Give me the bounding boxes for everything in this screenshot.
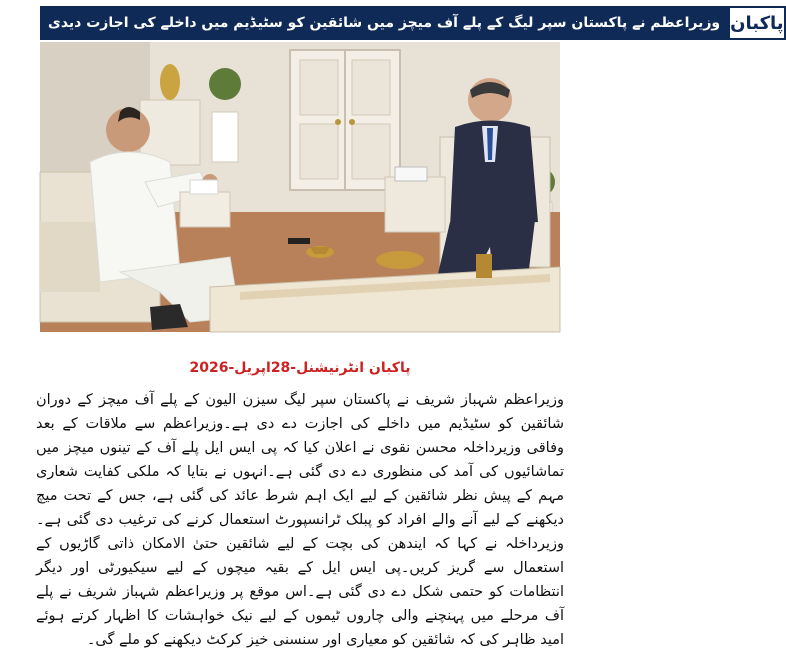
headline-title: وزیراعظم نے پاکستان سپر لیگ کے پلے آف میچز میں شائقین کو سٹیڈیم میں داخلے کی اجازت دیدی bbox=[40, 6, 728, 40]
door-panel bbox=[300, 60, 338, 115]
meeting-photo-illustration bbox=[40, 42, 560, 332]
brand-logo: پاکبان bbox=[728, 6, 785, 40]
article-body: وزیراعظم شہباز شریف نے پاکستان سپر لیگ سیزن الیون کے پلے آف میچز کے دوران شائقین کو سٹیڈیم میں داخلے کی اجازت دے دی ہے۔وزیراعظم سے ملاقات کے بعد وفاقی وزیرداخلہ محسن نقوی نے اعلان کیا کہ پی ایس ایل پلے آف کے تینوں میچز میں تماشائیوں کی آمد کی منظوری دے دی گئی ہے۔انہوں نے بتایا کہ ملکی کفایت شعاری مہم کے پیش نظر شائقین کے لیے ایک اہم شرط عائد کی گئی ہے، جس کے تحت میچ دیکھنے کے لیے آنے والے افراد کو پبلک ٹرانسپورٹ استعمال کرنے کی ترغیب دی گئی ہے۔وزیرداخلہ نے کہا کہ ایندھن کی بچت کے لیے شائقین حتیٰ الامکان ذاتی گاڑیوں کے استعمال سے گریز کریں۔پی ایس ایل کے بقیہ میچوں کے لیے سیکیورٹی اور دیگر انتظامات کو حتمی شکل دے دی گئی ہے۔اس موقع پر وزیراعظم شہباز شریف نے پلے آف مرحلے میں پہنچنے والی چاروں ٹیموں کے لیے نیک خواہشات کا اظہار کرتے ہوئے امید ظاہر کی کہ شائقین کو معیاری اور سنسنی خیز کرکٹ دیکھنے کو ملے گی۔ bbox=[36, 392, 564, 648]
plant-pot bbox=[212, 112, 238, 162]
decorative-cup bbox=[476, 254, 492, 278]
dateline: پاکبان انٹرنیشنل-28اپریل-2026 bbox=[189, 360, 411, 376]
tissue-box bbox=[190, 180, 218, 194]
side-table-right bbox=[385, 177, 445, 232]
golden-vase bbox=[160, 64, 180, 100]
remote-control bbox=[288, 238, 310, 244]
news-photo bbox=[40, 42, 560, 332]
headline-banner bbox=[40, 6, 784, 40]
left-armchair-arm bbox=[40, 222, 100, 292]
man-right-tie bbox=[487, 128, 493, 160]
door-handle bbox=[335, 119, 341, 125]
door-panel bbox=[352, 60, 390, 115]
door-handle bbox=[349, 119, 355, 125]
side-table-left bbox=[180, 192, 230, 227]
plant-leaves bbox=[209, 68, 241, 100]
decorative-bowl-large bbox=[376, 251, 424, 269]
door-panel bbox=[352, 124, 390, 179]
telephone bbox=[395, 167, 427, 181]
door-panel bbox=[300, 124, 338, 179]
man-left-torso bbox=[90, 152, 180, 282]
